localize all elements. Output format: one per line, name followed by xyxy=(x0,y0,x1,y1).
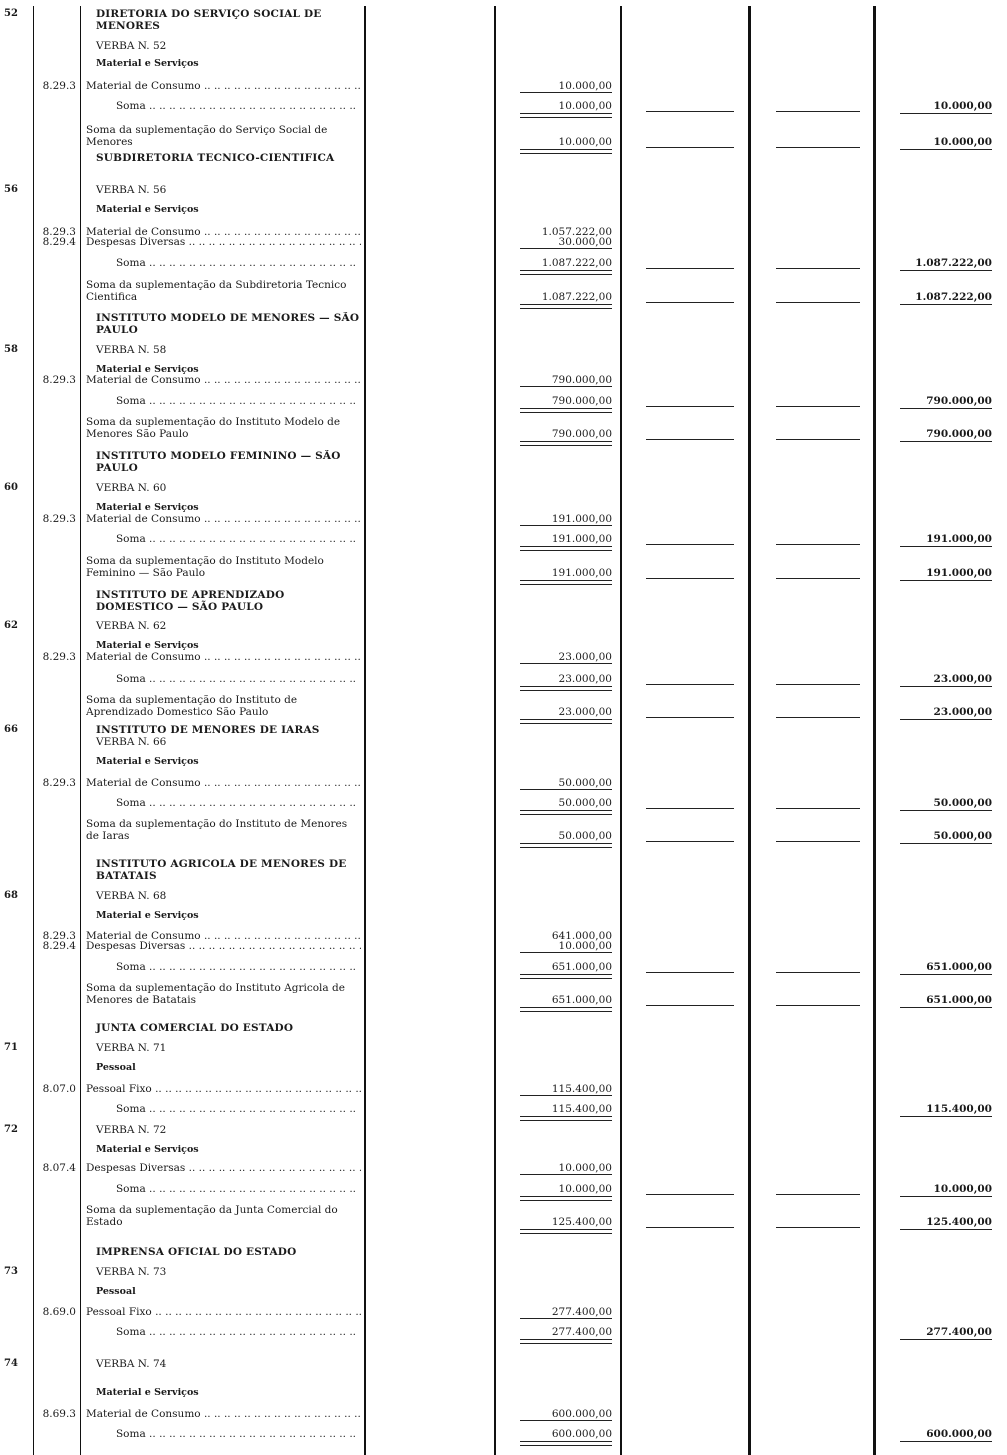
column-2-dash xyxy=(646,717,734,718)
row-description: Material e Serviços xyxy=(96,364,199,375)
row-description: Soma da suplementação do Instituto Modelo Feminino — São Paulo xyxy=(86,555,324,579)
column-3-dash xyxy=(776,578,860,579)
row-description: Material de Consumo .. .. xyxy=(86,777,361,789)
column-3-dash xyxy=(776,808,860,809)
description-column-line xyxy=(364,6,366,1455)
account-code: 8.29.3 xyxy=(42,777,76,789)
amount-column-5: 277.400,00 xyxy=(926,1326,992,1338)
row-description: VERBA N. 74 xyxy=(96,1358,167,1370)
row-description: INSTITUTO DE APRENDIZADO DOMESTICO — SÃO PAULO xyxy=(96,589,285,613)
amount-column-5: 651.000,00 xyxy=(926,961,992,973)
amount-column-1: 23.000,00 xyxy=(558,651,612,663)
sum-rule xyxy=(520,789,612,790)
row-description: Soma .. .. xyxy=(86,395,362,407)
amount-column-5: 790.000,00 xyxy=(926,428,992,440)
total-double-rule xyxy=(520,546,612,551)
amount-column-1: 641.000,00 xyxy=(551,930,612,942)
code-column-line xyxy=(80,6,81,1455)
amount-column-5: 191.000,00 xyxy=(926,533,992,545)
row-description: Pessoal Fixo .. .. xyxy=(86,1306,361,1318)
verba-number: 56 xyxy=(4,184,18,195)
row-description: Soma da suplementação do Instituto de Menores de Iaras xyxy=(86,818,348,842)
column-3-dash xyxy=(776,406,860,407)
column-3-dash xyxy=(776,717,860,718)
total-double-rule xyxy=(520,1007,612,1012)
row-description: INSTITUTO MODELO DE MENORES — SÃO PAULO xyxy=(96,312,360,336)
total-double-rule xyxy=(520,441,612,446)
column-3-dash xyxy=(776,841,860,842)
row-description: VERBA N. 68 xyxy=(96,890,167,902)
column-5-rule xyxy=(900,810,992,811)
amount-column-1: 10.000,00 xyxy=(558,1183,612,1195)
amount-column-1: 30.000,00 xyxy=(558,236,612,248)
verba-number: 66 xyxy=(4,724,18,735)
row-description: Material de Consumo .. .. xyxy=(86,513,361,525)
column-3-dash xyxy=(776,111,860,112)
row-description: Soma .. .. xyxy=(86,1428,362,1440)
row-description: SUBDIRETORIA TECNICO-CIENTIFICA xyxy=(96,152,335,164)
column-3-dash xyxy=(776,147,860,148)
column-2-dash xyxy=(646,111,734,112)
account-code: 8.29.3 xyxy=(42,226,76,238)
row-description: Soma .. .. xyxy=(86,1326,362,1338)
sum-rule xyxy=(520,386,612,387)
amount-column-2-line xyxy=(620,6,622,1455)
column-2-dash xyxy=(646,972,734,973)
column-3-dash xyxy=(776,1227,860,1228)
row-description: Material de Consumo .. .. xyxy=(86,80,361,92)
column-2-dash xyxy=(646,268,734,269)
row-description: VERBA N. 52 xyxy=(96,40,167,52)
column-2-dash xyxy=(646,147,734,148)
row-description: VERBA N. 72 xyxy=(96,1124,167,1136)
row-description: Soma .. .. xyxy=(86,673,362,685)
column-5-rule xyxy=(900,719,992,720)
row-description: Material e Serviços xyxy=(96,1387,199,1398)
verba-number: 62 xyxy=(4,620,18,631)
amount-column-1: 10.000,00 xyxy=(558,1162,612,1174)
row-description: VERBA N. 71 xyxy=(96,1042,167,1054)
row-description: Pessoal Fixo .. .. xyxy=(86,1083,361,1095)
row-description: Soma da suplementação da Subdiretoria Tecnico Cientifica xyxy=(86,279,347,303)
row-description: Soma .. .. xyxy=(86,100,362,112)
column-5-rule xyxy=(900,149,992,150)
verba-number: 73 xyxy=(4,1266,18,1277)
column-5-rule xyxy=(900,686,992,687)
sum-rule xyxy=(520,1420,612,1421)
sum-rule xyxy=(520,248,612,249)
amount-column-1: 191.000,00 xyxy=(551,513,612,525)
sum-rule xyxy=(520,92,612,93)
column-5-rule xyxy=(900,1339,992,1340)
total-double-rule xyxy=(520,843,612,848)
amount-column-5: 10.000,00 xyxy=(933,136,992,148)
column-3-dash xyxy=(776,544,860,545)
row-description: Material de Consumo .. .. xyxy=(86,651,361,663)
sum-rule xyxy=(520,663,612,664)
amount-column-1: 115.400,00 xyxy=(551,1083,612,1095)
column-3-dash xyxy=(776,1005,860,1006)
row-description: Material de Consumo .. .. xyxy=(86,1408,361,1420)
amount-column-5: 10.000,00 xyxy=(933,100,992,112)
amount-column-1: 1.087.222,00 xyxy=(541,291,612,303)
column-5-rule xyxy=(900,843,992,844)
account-code: 8.29.3 xyxy=(42,374,76,386)
amount-column-3-line xyxy=(748,6,751,1455)
row-description: VERBA N. 56 xyxy=(96,184,167,196)
amount-column-5: 1.087.222,00 xyxy=(915,291,992,303)
row-description: Soma .. .. xyxy=(86,961,362,973)
amount-column-1: 790.000,00 xyxy=(551,428,612,440)
column-5-rule xyxy=(900,408,992,409)
row-description: Soma da suplementação do Instituto Agricola de Menores de Batatais xyxy=(86,982,345,1006)
sum-rule xyxy=(520,525,612,526)
account-code: 8.29.4 xyxy=(42,236,76,248)
column-3-dash xyxy=(776,439,860,440)
amount-column-5: 23.000,00 xyxy=(933,706,992,718)
verba-number: 74 xyxy=(4,1358,18,1369)
row-description: JUNTA COMERCIAL DO ESTADO xyxy=(96,1022,294,1034)
row-description: Despesas Diversas .. .. xyxy=(86,1162,361,1174)
account-code: 8.69.3 xyxy=(42,1408,76,1420)
amount-column-1: 10.000,00 xyxy=(558,80,612,92)
column-3-dash xyxy=(776,972,860,973)
column-5-rule xyxy=(900,441,992,442)
row-description: Pessoal xyxy=(96,1062,136,1073)
column-2-dash xyxy=(646,406,734,407)
column-2-dash xyxy=(646,1005,734,1006)
amount-column-5: 1.087.222,00 xyxy=(915,257,992,269)
row-description: Soma .. .. xyxy=(86,1183,362,1195)
row-description: Material de Consumo .. .. xyxy=(86,930,361,942)
column-5-rule xyxy=(900,304,992,305)
amount-column-1: 1.057.222,00 xyxy=(541,226,612,238)
column-2-dash xyxy=(646,841,734,842)
amount-column-1: 10.000,00 xyxy=(558,136,612,148)
column-3-dash xyxy=(776,302,860,303)
column-2-dash xyxy=(646,684,734,685)
verba-number: 68 xyxy=(4,890,18,901)
row-description: DIRETORIA DO SERVIÇO SOCIAL DE MENORES xyxy=(96,8,322,32)
amount-column-5: 50.000,00 xyxy=(933,830,992,842)
row-description: Soma .. .. xyxy=(86,797,362,809)
total-double-rule xyxy=(520,149,612,154)
row-description: Material e Serviços xyxy=(96,1144,199,1155)
account-code: 8.29.4 xyxy=(42,940,76,952)
amount-column-5: 790.000,00 xyxy=(926,395,992,407)
verba-number: 58 xyxy=(4,344,18,355)
column-5-rule xyxy=(900,270,992,271)
amount-column-1: 1.087.222,00 xyxy=(541,257,612,269)
total-double-rule xyxy=(520,974,612,979)
row-description: Material de Consumo .. .. xyxy=(86,374,361,386)
column-5-rule xyxy=(900,580,992,581)
sum-rule xyxy=(520,1095,612,1096)
row-description: Pessoal xyxy=(96,1286,136,1297)
amount-column-1: 125.400,00 xyxy=(551,1216,612,1228)
column-2-dash xyxy=(646,1227,734,1228)
row-description: IMPRENSA OFICIAL DO ESTADO xyxy=(96,1246,297,1258)
amount-column-1: 10.000,00 xyxy=(558,940,612,952)
amount-column-1: 277.400,00 xyxy=(551,1306,612,1318)
verba-number: 71 xyxy=(4,1042,18,1053)
row-description: VERBA N. 58 xyxy=(96,344,167,356)
column-3-dash xyxy=(776,1194,860,1195)
amount-column-5: 23.000,00 xyxy=(933,673,992,685)
verba-number: 60 xyxy=(4,482,18,493)
total-double-rule xyxy=(520,810,612,815)
amount-column-left-line xyxy=(494,6,496,1455)
total-double-rule xyxy=(520,304,612,309)
amount-column-1: 50.000,00 xyxy=(558,830,612,842)
column-5-rule xyxy=(900,546,992,547)
column-5-rule xyxy=(900,1441,992,1442)
row-description: Soma .. .. xyxy=(86,257,362,269)
account-code: 8.29.3 xyxy=(42,80,76,92)
total-double-rule xyxy=(520,408,612,413)
amount-column-1: 23.000,00 xyxy=(558,706,612,718)
row-description: Soma da suplementação da Junta Comercial do Estado xyxy=(86,1204,338,1228)
total-double-rule xyxy=(520,1196,612,1201)
account-code: 8.29.3 xyxy=(42,513,76,525)
row-description: INSTITUTO AGRICOLA DE MENORES DE BATATAIS xyxy=(96,858,347,882)
row-description: Despesas Diversas .. .. xyxy=(86,236,361,248)
row-description: Material e Serviços xyxy=(96,756,199,767)
column-2-dash xyxy=(646,808,734,809)
amount-column-1: 651.000,00 xyxy=(551,961,612,973)
row-description: VERBA N. 62 xyxy=(96,620,167,632)
row-description: Soma .. .. xyxy=(86,1103,362,1115)
amount-column-1: 191.000,00 xyxy=(551,567,612,579)
row-description: Soma da suplementação do Instituto de Aprendizado Domestico São Paulo xyxy=(86,694,298,718)
column-2-dash xyxy=(646,439,734,440)
verba-number: 52 xyxy=(4,8,18,19)
account-code: 8.07.0 xyxy=(42,1083,76,1095)
column-3-dash xyxy=(776,268,860,269)
amount-column-1: 790.000,00 xyxy=(551,395,612,407)
row-description: Soma da suplementação do Serviço Social de Menores xyxy=(86,124,328,148)
total-double-rule xyxy=(520,580,612,585)
total-double-rule xyxy=(520,686,612,691)
left-margin-line xyxy=(33,6,34,1455)
amount-column-1: 600.000,00 xyxy=(551,1408,612,1420)
column-5-rule xyxy=(900,1007,992,1008)
sum-rule xyxy=(520,1174,612,1175)
row-description: Material de Consumo .. .. xyxy=(86,226,361,238)
amount-column-4-line xyxy=(873,6,876,1455)
amount-column-5: 600.000,00 xyxy=(926,1428,992,1440)
amount-column-1: 600.000,00 xyxy=(551,1428,612,1440)
column-5-rule xyxy=(900,113,992,114)
row-description: INSTITUTO MODELO FEMININO — SÃO PAULO xyxy=(96,450,341,474)
amount-column-5: 115.400,00 xyxy=(926,1103,992,1115)
row-description: Soma da suplementação do Instituto Modelo de Menores São Paulo xyxy=(86,416,341,440)
amount-column-1: 790.000,00 xyxy=(551,374,612,386)
amount-column-5: 50.000,00 xyxy=(933,797,992,809)
account-code: 8.29.3 xyxy=(42,651,76,663)
column-5-rule xyxy=(900,974,992,975)
row-description: VERBA N. 73 xyxy=(96,1266,167,1278)
row-description: INSTITUTO DE MENORES DE IARAS xyxy=(96,724,320,736)
column-3-dash xyxy=(776,684,860,685)
column-5-rule xyxy=(900,1229,992,1230)
column-2-dash xyxy=(646,302,734,303)
row-description: VERBA N. 66 xyxy=(96,736,167,748)
total-double-rule xyxy=(520,1441,612,1446)
amount-column-5: 191.000,00 xyxy=(926,567,992,579)
column-2-dash xyxy=(646,578,734,579)
row-description: Soma .. .. xyxy=(86,533,362,545)
column-2-dash xyxy=(646,544,734,545)
row-description: Material e Serviços xyxy=(96,910,199,921)
account-code: 8.29.3 xyxy=(42,930,76,942)
amount-column-1: 651.000,00 xyxy=(551,994,612,1006)
row-description: Material e Serviços xyxy=(96,204,199,215)
account-code: 8.07.4 xyxy=(42,1162,76,1174)
total-double-rule xyxy=(520,1116,612,1121)
sum-rule xyxy=(520,1318,612,1319)
sum-rule xyxy=(520,952,612,953)
row-description: Despesas Diversas .. .. xyxy=(86,940,361,952)
account-code: 8.69.0 xyxy=(42,1306,76,1318)
verba-number: 72 xyxy=(4,1124,18,1135)
row-description: Material e Serviços xyxy=(96,502,199,513)
amount-column-5: 10.000,00 xyxy=(933,1183,992,1195)
amount-column-1: 50.000,00 xyxy=(558,797,612,809)
column-2-dash xyxy=(646,1194,734,1195)
total-double-rule xyxy=(520,113,612,118)
amount-column-1: 115.400,00 xyxy=(551,1103,612,1115)
amount-column-5: 651.000,00 xyxy=(926,994,992,1006)
column-5-rule xyxy=(900,1116,992,1117)
amount-column-5: 125.400,00 xyxy=(926,1216,992,1228)
amount-column-1: 10.000,00 xyxy=(558,100,612,112)
row-description: Material e Serviços xyxy=(96,58,199,69)
total-double-rule xyxy=(520,1229,612,1234)
row-description: Material e Serviços xyxy=(96,640,199,651)
total-double-rule xyxy=(520,719,612,724)
amount-column-1: 191.000,00 xyxy=(551,533,612,545)
amount-column-1: 50.000,00 xyxy=(558,777,612,789)
row-description: VERBA N. 60 xyxy=(96,482,167,494)
total-double-rule xyxy=(520,270,612,275)
amount-column-1: 23.000,00 xyxy=(558,673,612,685)
total-double-rule xyxy=(520,1339,612,1344)
column-5-rule xyxy=(900,1196,992,1197)
amount-column-1: 277.400,00 xyxy=(551,1326,612,1338)
